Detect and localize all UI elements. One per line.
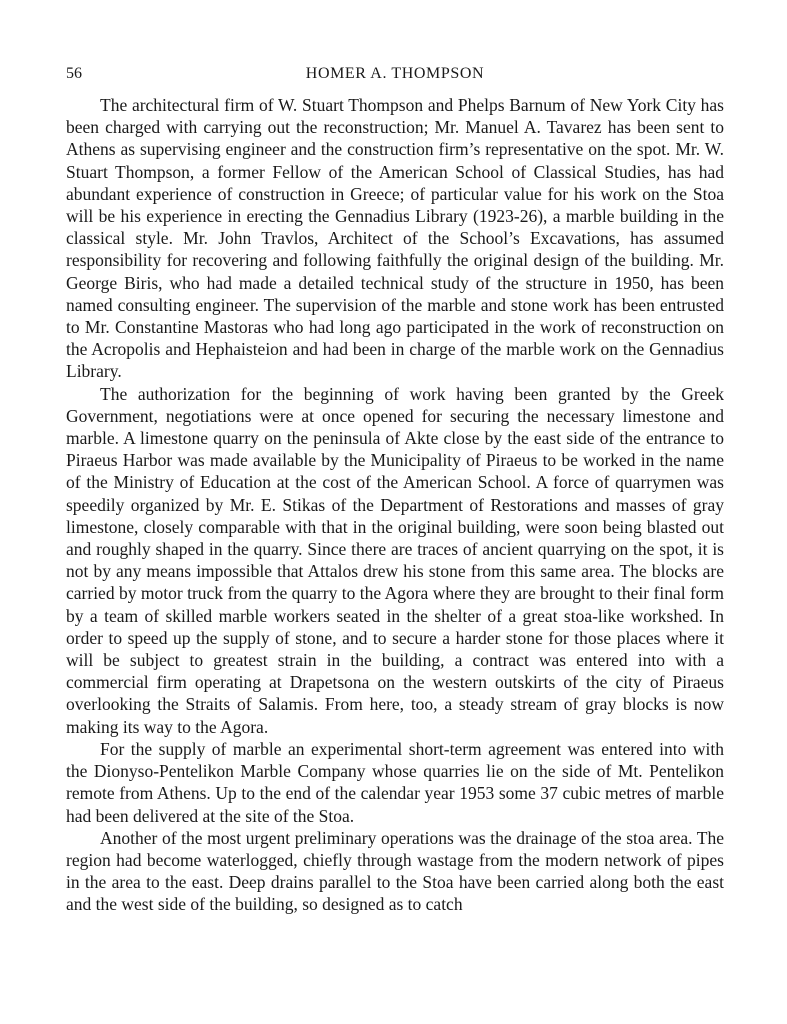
running-header bbox=[66, 60, 724, 88]
paragraph-reconstruction-team: The architectural firm of W. Stuart Thompson and Phelps Barnum of New York City has been charged with carrying out the reconstruction; Mr. Manuel A. Tavarez has been sent to Athens as supervising engineer and the construction firm’s representative on the spot. Mr. W. Stuart Thompson, a former Fellow of the American School of Classical Studies, has had abundant experience of construction in Greece; of particular value for his work on the Stoa will be his experience in erecting the Gennadius Library (1923-26), a marble building in the classical style. Mr. John Travlos, Architect of the School’s Excavations, has assumed responsibility for recovering and following faithfully the original design of the building. Mr. George Biris, who had made a detailed technical study of the structure in 1950, has been named consulting engineer. The supervision of the marble and stone work has been entrusted to Mr. Constantine Mastoras who had long ago participated in the work of reconstruction on the Acropolis and Hephaisteion and had been in charge of the marble work on the Gennadius Library. bbox=[66, 95, 724, 382]
paragraph-drainage: Another of the most urgent preliminary operations was the drainage of the stoa area. The region had become waterlogged, chiefly through wastage from the modern network of pipes in the area to the east. Deep drains parallel to the Stoa have been carried along both the east and the west side of the building, so designed as to catch bbox=[66, 827, 724, 915]
page-number: 56 bbox=[66, 65, 82, 82]
paragraph-marble-supply: For the supply of marble an experimental short-term agreement was entered into with the Dionyso-Pentelikon Marble Company whose quarries lie on the side of Mt. Pentelikon remote from Athens. Up to the end of the calendar year 1953 some 37 cubic metres of marble had been delivered at the site of the Stoa. bbox=[66, 738, 724, 826]
paragraph-limestone-supply: The authorization for the beginning of work having been granted by the Greek Government, negotiations were at once opened for securing the necessary limestone and marble. A limestone quarry on the peninsula of Akte close by the east side of the entrance to Piraeus Harbor was made available by the Municipality of Piraeus to be worked in the name of the Ministry of Education at the cost of the American School. A force of quarrymen was speedily organized by Mr. E. Stikas of the Department of Restorations and masses of gray limestone, closely comparable with that in the original building, were soon being blasted out and roughly shaped in the quarry. Since there are traces of ancient quarrying on the spot, it is not by any means impossible that Attalos drew his stone from this same area. The blocks are carried by motor truck from the quarry to the Agora where they are brought to their final form by a team of skilled marble workers seated in the shelter of a great stoa-like workshed. In order to speed up the supply of stone, and to secure a harder stone for those places where it will be subject to greatest strain in the building, a contract was entered into with a commercial firm operating at Drapetsona on the western outskirts of the city of Piraeus overlooking the Straits of Salamis. From here, too, a steady stream of gray blocks is now making its way to the Agora. bbox=[66, 383, 724, 737]
document-page bbox=[66, 60, 724, 916]
body-text bbox=[66, 94, 724, 916]
running-header-title: HOMER A. THOMPSON bbox=[305, 65, 485, 82]
